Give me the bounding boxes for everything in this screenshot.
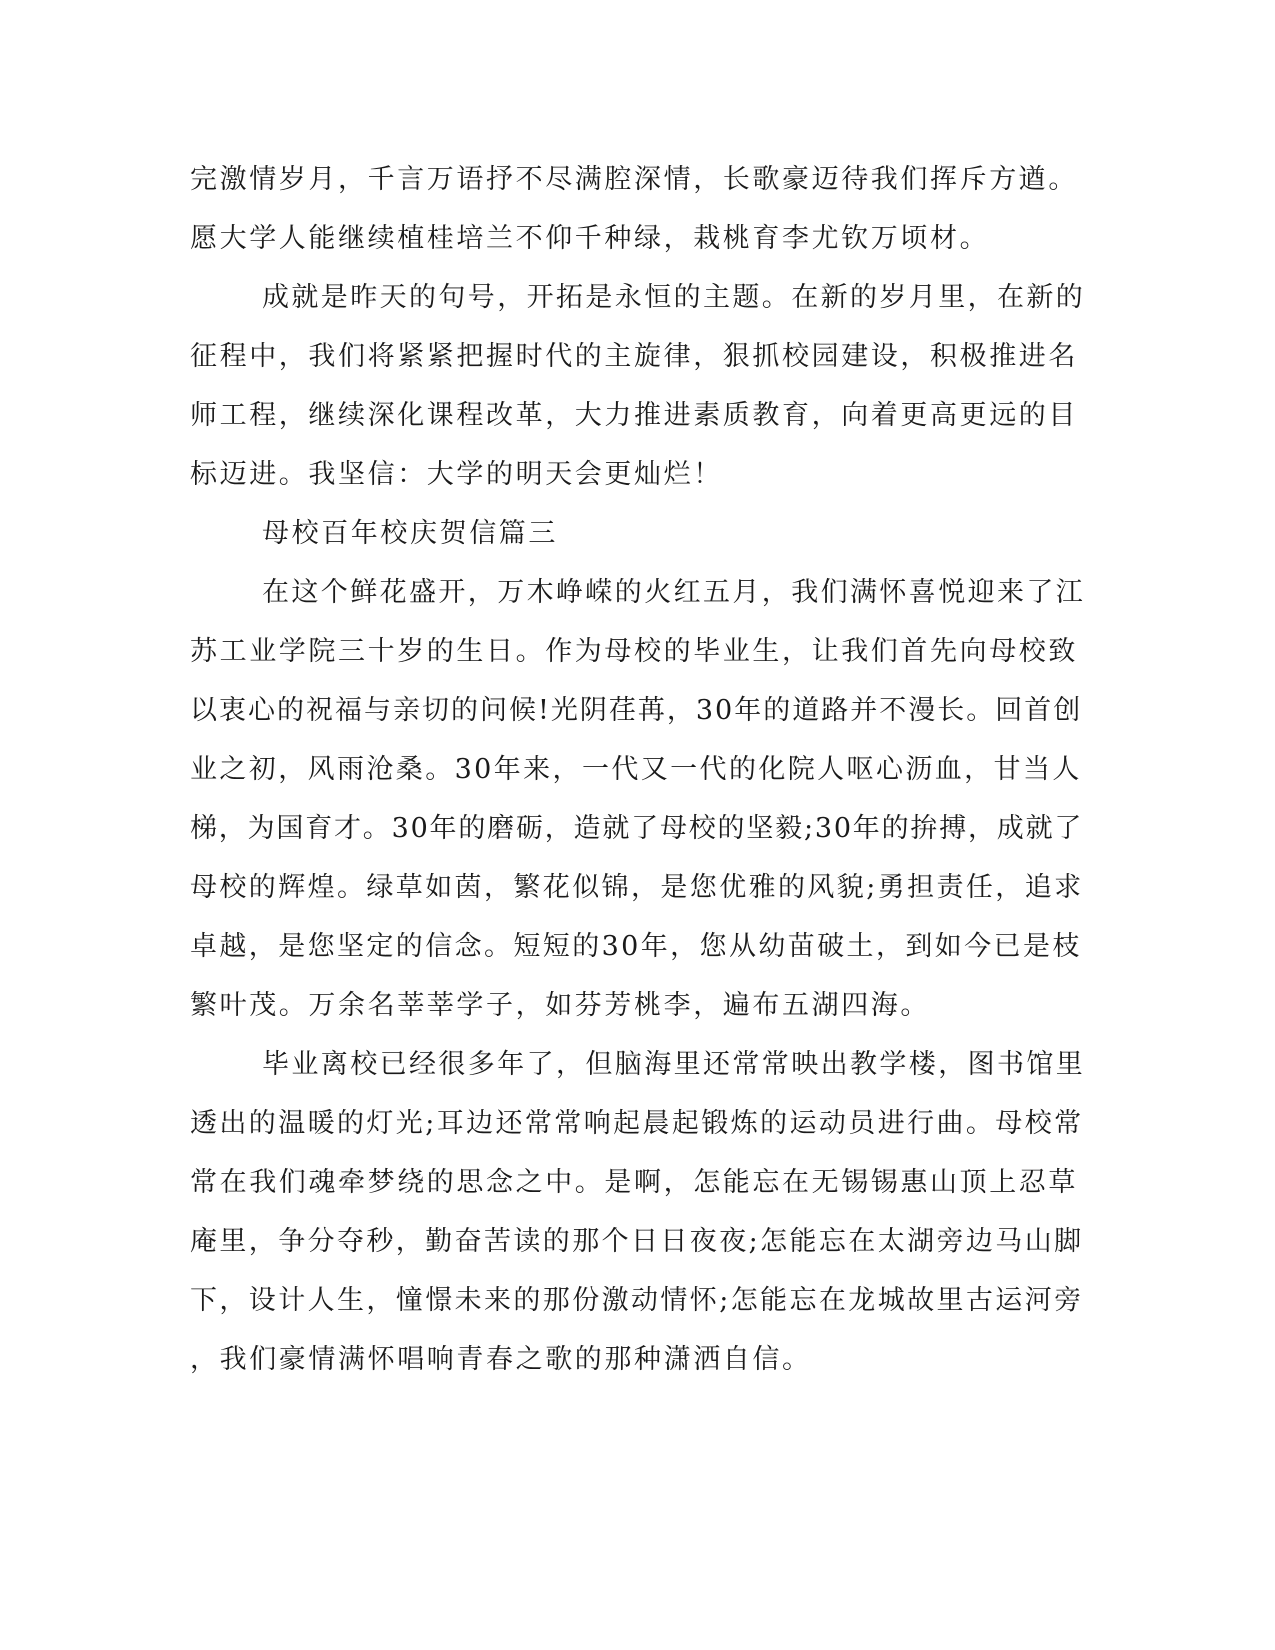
paragraph-first-line: 成就是昨天的句号，开拓是永恒的主题。在新的岁月里，在新的 bbox=[262, 282, 1086, 313]
paragraph-first-line: 在这个鲜花盛开，万木峥嵘的火红五月，我们满怀喜悦迎来了江 bbox=[262, 577, 1086, 608]
text-line: 透出的温暖的灯光;耳边还常常响起晨起锻炼的运动员进行曲。母校常 bbox=[190, 1108, 1084, 1139]
text-line: 母校的辉煌。绿草如茵，繁花似锦，是您优雅的风貌;勇担责任，追求 bbox=[190, 872, 1084, 903]
text-line: 下，设计人生，憧憬未来的那份激动情怀;怎能忘在龙城故里古运河旁 bbox=[190, 1285, 1084, 1316]
text-line: 苏工业学院三十岁的生日。作为母校的毕业生，让我们首先向母校致 bbox=[190, 636, 1078, 667]
text-line: 庵里，争分夺秒，勤奋苦读的那个日日夜夜;怎能忘在太湖旁边马山脚 bbox=[190, 1226, 1084, 1257]
text-line: 完激情岁月，千言万语抒不尽满腔深情，长歌豪迈待我们挥斥方遒。 bbox=[190, 164, 1078, 195]
section-heading: 母校百年校庆贺信篇三 bbox=[262, 518, 558, 549]
text-line: 以衷心的祝福与亲切的问候!光阴荏苒，30年的道路并不漫长。回首创 bbox=[190, 695, 1083, 726]
text-line: 梯，为国育才。30年的磨砺，造就了母校的坚毅;30年的拚搏，成就了 bbox=[190, 813, 1084, 844]
text-line: 标迈进。我坚信：大学的明天会更灿烂！ bbox=[190, 459, 723, 490]
text-line: ，我们豪情满怀唱响青春之歌的那种潇洒自信。 bbox=[190, 1344, 812, 1375]
text-line: 卓越，是您坚定的信念。短短的30年，您从幼苗破土，到如今已是枝 bbox=[190, 931, 1082, 962]
paragraph-first-line: 毕业离校已经很多年了，但脑海里还常常映出教学楼，图书馆里 bbox=[262, 1049, 1086, 1080]
text-line: 繁叶茂。万余名莘莘学子，如芬芳桃李，遍布五湖四海。 bbox=[190, 990, 930, 1021]
text-line: 常在我们魂牵梦绕的思念之中。是啊，怎能忘在无锡锡惠山顶上忍草 bbox=[190, 1167, 1078, 1198]
text-line: 愿大学人能继续植桂培兰不仰千种绿，栽桃育李尤钦万顷材。 bbox=[190, 223, 990, 254]
text-line: 业之初，风雨沧桑。30年来，一代又一代的化院人呕心沥血，甘当人 bbox=[190, 754, 1082, 785]
text-line: 师工程，继续深化课程改革，大力推进素质教育，向着更高更远的目 bbox=[190, 400, 1078, 431]
text-line: 征程中，我们将紧紧把握时代的主旋律，狠抓校园建设，积极推进名 bbox=[190, 341, 1078, 372]
